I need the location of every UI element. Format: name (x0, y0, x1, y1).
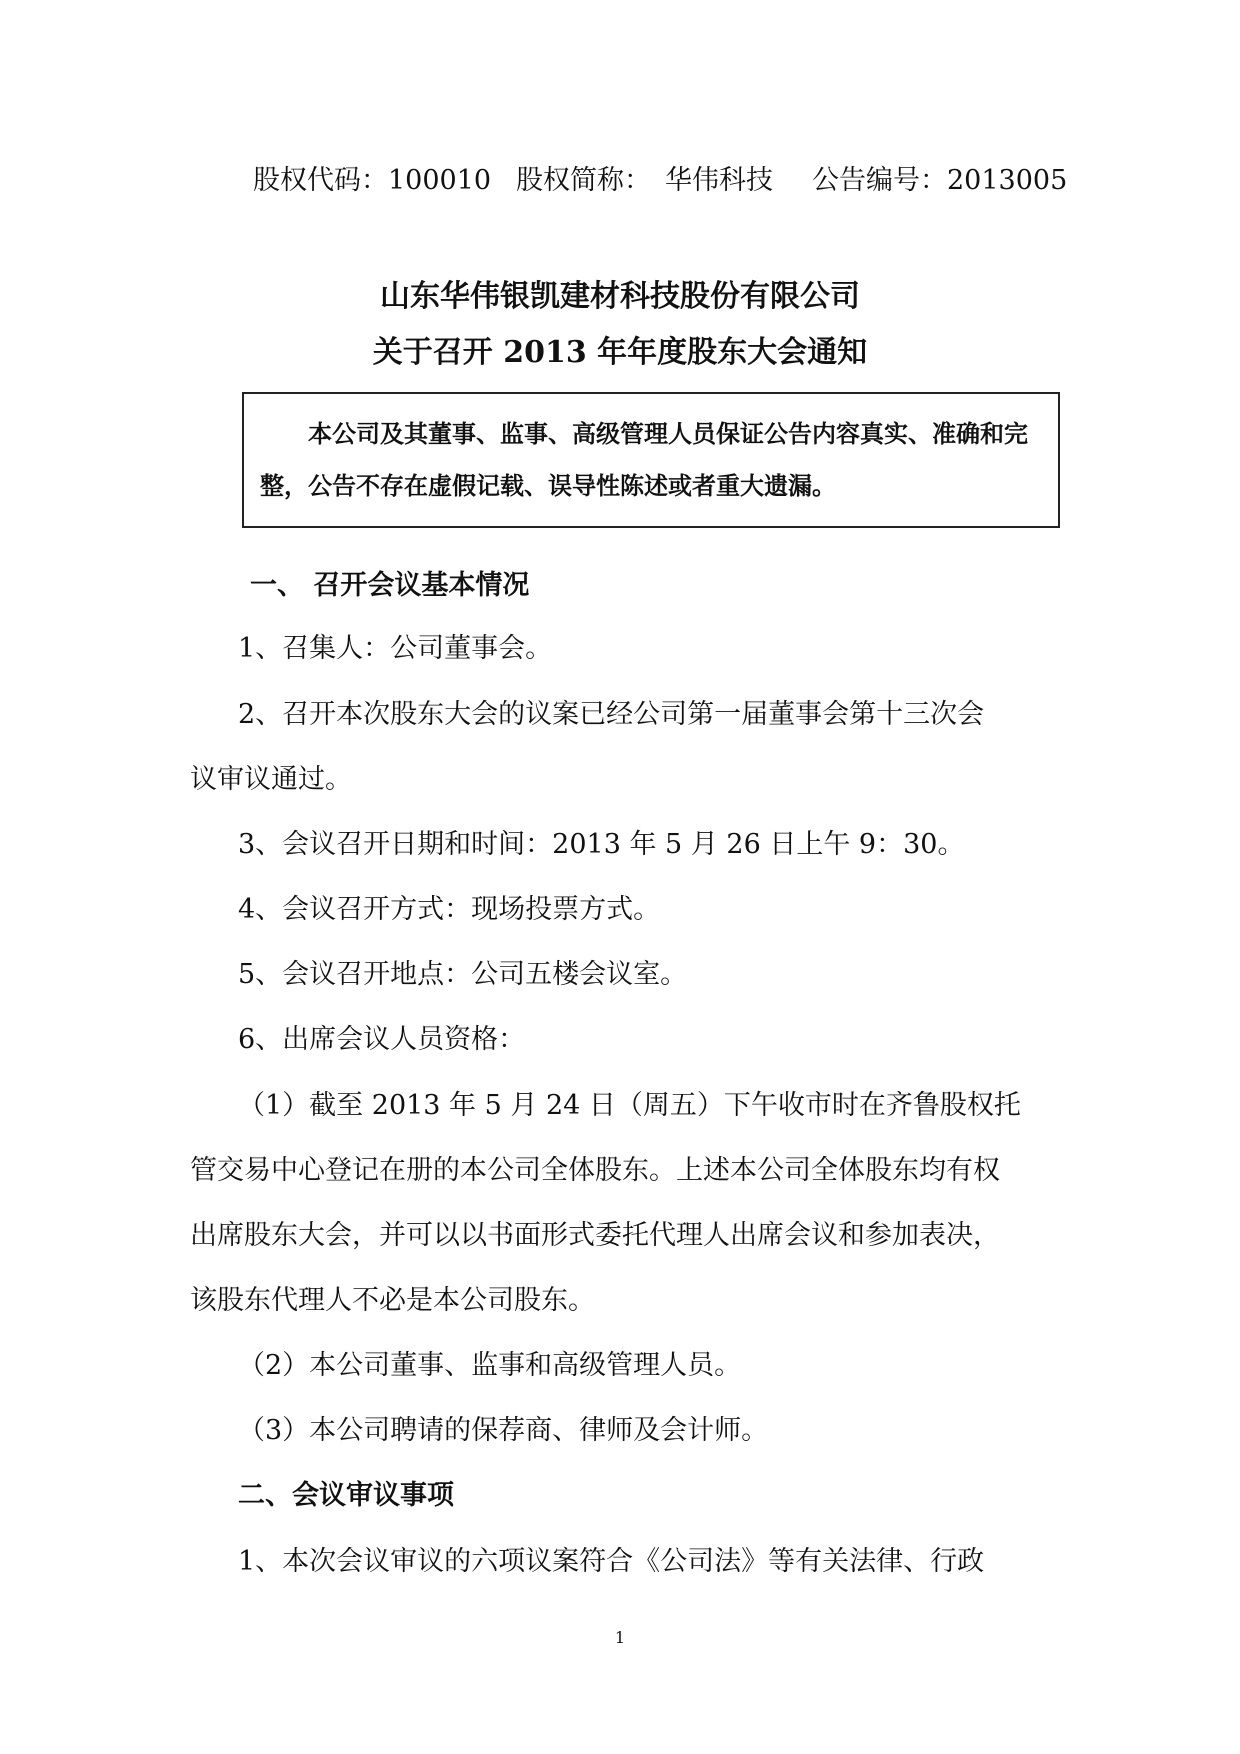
disclaimer-box (242, 392, 1060, 528)
list-item: 出席股东大会，并可以以书面形式委托代理人出席会议和参加表决， (190, 1220, 1000, 1251)
disclaimer-line-1: 本公司及其董事、监事、高级管理人员保证公告内容真实、准确和完 (308, 419, 1028, 448)
stock-abbr-label: 股权简称： (516, 165, 651, 196)
notice-title: 关于召开 2013 年年度股东大会通知 (372, 335, 868, 370)
list-item: 3、会议召开日期和时间：2013 年 5 月 26 日上午 9：30。 (238, 829, 965, 860)
section-1-heading: 一、 召开会议基本情况 (250, 570, 530, 601)
list-item: 议审议通过。 (190, 764, 352, 795)
company-title: 山东华伟银凯建材科技股份有限公司 (380, 279, 860, 314)
list-item: 该股东代理人不必是本公司股东。 (190, 1285, 595, 1316)
disclaimer-line-2: 整，公告不存在虚假记载、误导性陈述或者重大遗漏。 (260, 471, 836, 500)
page-number: 1 (614, 1628, 626, 1647)
section-2-heading: 二、会议审议事项 (238, 1480, 454, 1511)
list-item: （3）本公司聘请的保荐商、律师及会计师。 (238, 1415, 769, 1446)
list-item: 4、会议召开方式：现场投票方式。 (238, 894, 661, 925)
notice-number: 公告编号：2013005 (812, 165, 1068, 196)
stock-abbr-value: 华伟科技 (665, 165, 773, 196)
list-item: （1）截至 2013 年 5 月 24 日（周五）下午收市时在齐鲁股权托 (238, 1090, 1021, 1121)
list-item: 1、本次会议审议的六项议案符合《公司法》等有关法律、行政 (238, 1546, 985, 1577)
list-item: （2）本公司董事、监事和高级管理人员。 (238, 1350, 742, 1381)
stock-code: 股权代码：100010 (253, 165, 492, 196)
list-item: 6、出席会议人员资格： (238, 1024, 526, 1055)
list-item: 5、会议召开地点：公司五楼会议室。 (238, 959, 688, 990)
list-item: 2、召开本次股东大会的议案已经公司第一届董事会第十三次会 (238, 699, 985, 730)
list-item: 管交易中心登记在册的本公司全体股东。上述本公司全体股东均有权 (190, 1155, 1000, 1186)
list-item: 1、召集人：公司董事会。 (238, 633, 553, 664)
